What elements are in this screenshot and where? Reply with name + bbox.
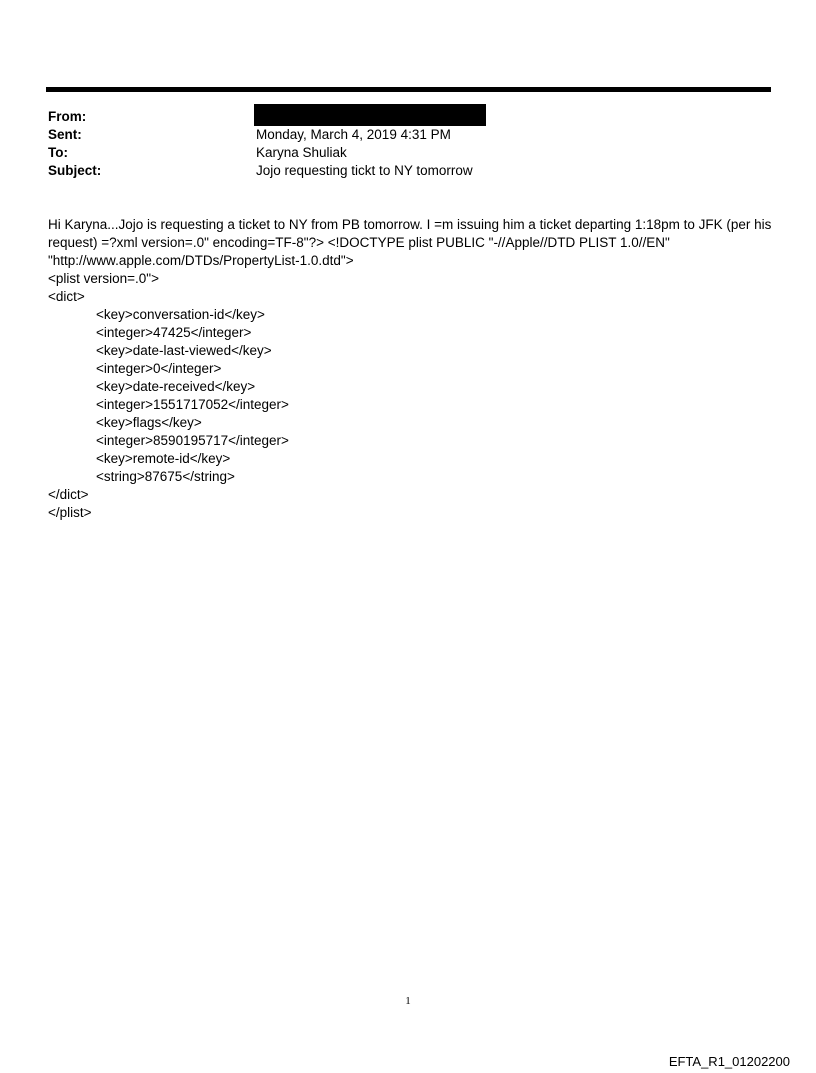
plist-line: <integer>0</integer>	[96, 361, 222, 376]
document-id: EFTA_R1_01202200	[668, 1054, 790, 1069]
body-line: </dict>	[48, 487, 89, 502]
from-label: From:	[48, 109, 87, 124]
plist-line: <key>flags</key>	[96, 415, 202, 430]
subject-value: Jojo requesting tickt to NY tomorrow	[256, 163, 473, 178]
email-header	[48, 108, 768, 180]
to-label: To:	[48, 145, 68, 160]
plist-line: <integer>1551717052</integer>	[96, 397, 289, 412]
body-line: </plist>	[48, 505, 92, 520]
plist-line: <key>date-received</key>	[96, 379, 256, 394]
email-body	[48, 216, 778, 522]
body-line: Hi Karyna...Jojo is requesting a ticket to NY from PB tomorrow. I =m issuing him a ticket departing 1:18pm to JFK (per his	[48, 217, 772, 232]
body-line: <plist version=.0">	[48, 271, 159, 286]
body-line: request) =?xml version=.0" encoding=TF-8"?> <!DOCTYPE plist PUBLIC "-//Apple//DTD PLIST 1.0//EN"	[48, 235, 670, 250]
body-line: "http://www.apple.com/DTDs/PropertyList-1.0.dtd">	[48, 253, 354, 268]
redaction-block	[254, 104, 486, 126]
from-row	[48, 108, 768, 126]
sent-value: Monday, March 4, 2019 4:31 PM	[256, 127, 451, 142]
plist-line: <integer>8590195717</integer>	[96, 433, 289, 448]
plist-line: <key>conversation-id</key>	[96, 307, 265, 322]
plist-line: <integer>47425</integer>	[96, 325, 252, 340]
to-row	[48, 144, 768, 162]
body-line: <dict>	[48, 289, 85, 304]
plist-line: <key>remote-id</key>	[96, 451, 231, 466]
subject-label: Subject:	[48, 163, 102, 178]
header-divider	[46, 87, 771, 92]
to-value: Karyna Shuliak	[256, 145, 347, 160]
subject-row	[48, 162, 768, 180]
sent-row	[48, 126, 768, 144]
plist-line: <key>date-last-viewed</key>	[96, 343, 272, 358]
plist-line: <string>87675</string>	[96, 469, 235, 484]
page-number: 1	[405, 995, 411, 1007]
sent-label: Sent:	[48, 127, 82, 142]
